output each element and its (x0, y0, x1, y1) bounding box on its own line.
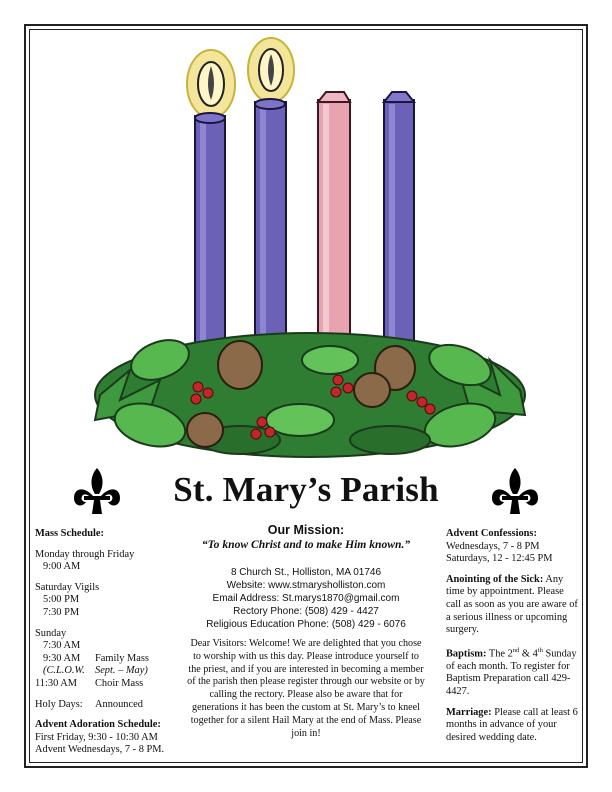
marriage-paragraph (446, 707, 580, 745)
sunday-mass-name: Family Mass (95, 652, 149, 664)
candle-flame-icon (248, 38, 294, 102)
ordinal-suffix: nd (512, 646, 520, 654)
parish-title: St. Mary’s Parish (173, 470, 439, 509)
candle-flame-icon (187, 50, 235, 118)
holy-days-row (35, 699, 180, 712)
baptism-text: Sunday of each month. To register for Baptism Preparation call 429-4427. (446, 648, 577, 697)
sunday-family-row (35, 653, 180, 666)
adoration-heading: Advent Adoration Schedule: (35, 719, 161, 731)
visitor-welcome: Dear Visitors: Welcome! We are delighted that you chose to worship with us this day. Please introduce yourself to the priest, and if you are interested in becoming a member of the parish then please register through our website or by calling the rectory. Please also be aware that for generations it has been the custom at St. Mary’s to kneel together for a silent Hail Mary at the end of Mass. Please join in! (187, 638, 425, 739)
adoration-line: First Friday, 9:30 - 10:30 AM (35, 731, 158, 743)
mission-quote: “To know Christ and to make Him known.” (201, 538, 411, 551)
purple-candle-2 (255, 99, 286, 356)
wreath-greens (95, 333, 525, 457)
baptism-paragraph (446, 645, 580, 699)
saturday-time: 7:30 PM (43, 606, 80, 618)
fleur-de-lis-icon (488, 466, 542, 516)
sunday-time: 7:30 AM (43, 640, 81, 652)
parish-website: Website: www.stmarysholliston.com (226, 580, 386, 591)
religious-ed-phone: Religious Education Phone: (508) 429 - 6076 (206, 619, 406, 630)
sunday-mass-name: Choir Mass (95, 677, 144, 689)
sunday-label: Sunday (35, 627, 67, 639)
sacraments-column (446, 528, 580, 744)
pink-candle (318, 92, 350, 356)
purple-candle-3 (384, 92, 414, 356)
weekday-time: 9:00 AM (43, 561, 81, 573)
fleur-de-lis-icon (70, 466, 124, 516)
anointing-paragraph (446, 574, 580, 637)
sunday-time: 9:30 AM (43, 652, 81, 664)
rectory-phone: Rectory Phone: (508) 429 - 4427 (233, 606, 379, 617)
confessions-line: Wednesdays, 7 - 8 PM (446, 540, 540, 552)
saturday-label: Saturday Vigils (35, 581, 100, 593)
baptism-heading: Baptism: (446, 648, 487, 660)
confessions-heading: Advent Confessions: (446, 528, 537, 539)
purple-candle-1 (195, 113, 225, 356)
anointing-text: Any time by appointment. Please call as soon as you are aware of a serious illness or upcoming surgery. (446, 573, 578, 636)
anointing-heading: Anointing of the Sick: (446, 573, 544, 585)
parish-email: Email Address: St.marys1870@gmail.com (212, 593, 400, 604)
mission-column (180, 523, 432, 740)
mass-schedule-heading: Mass Schedule: (35, 528, 104, 539)
ordinal-suffix: th (537, 646, 543, 654)
marriage-text: Please call at least 6 months in advance of your desired wedding date. (446, 706, 578, 743)
mass-schedule-column (35, 528, 180, 757)
holy-days-value: Announced (95, 698, 143, 710)
mission-heading: Our Mission: (267, 523, 345, 537)
parish-address: 8 Church St., Holliston, MA 01746 (230, 567, 382, 578)
clow-season: Sept. – May) (95, 665, 148, 677)
marriage-heading: Marriage: (446, 706, 492, 718)
sunday-time: 11:30 AM (35, 677, 78, 689)
confessions-line: Saturdays, 12 - 12:45 PM (446, 553, 553, 565)
adoration-line: Advent Wednesdays, 7 - 8 PM. (35, 744, 165, 756)
clow-row (35, 665, 180, 678)
baptism-text: The 2 (488, 648, 513, 660)
weekday-label: Monday through Friday (35, 548, 135, 560)
baptism-text: & 4 (519, 648, 538, 660)
holy-days-label: Holy Days: (35, 698, 83, 710)
clow-label: (C.L.O.W. (43, 665, 85, 677)
sunday-choir-row (35, 678, 180, 691)
saturday-time: 5:00 PM (43, 594, 80, 606)
